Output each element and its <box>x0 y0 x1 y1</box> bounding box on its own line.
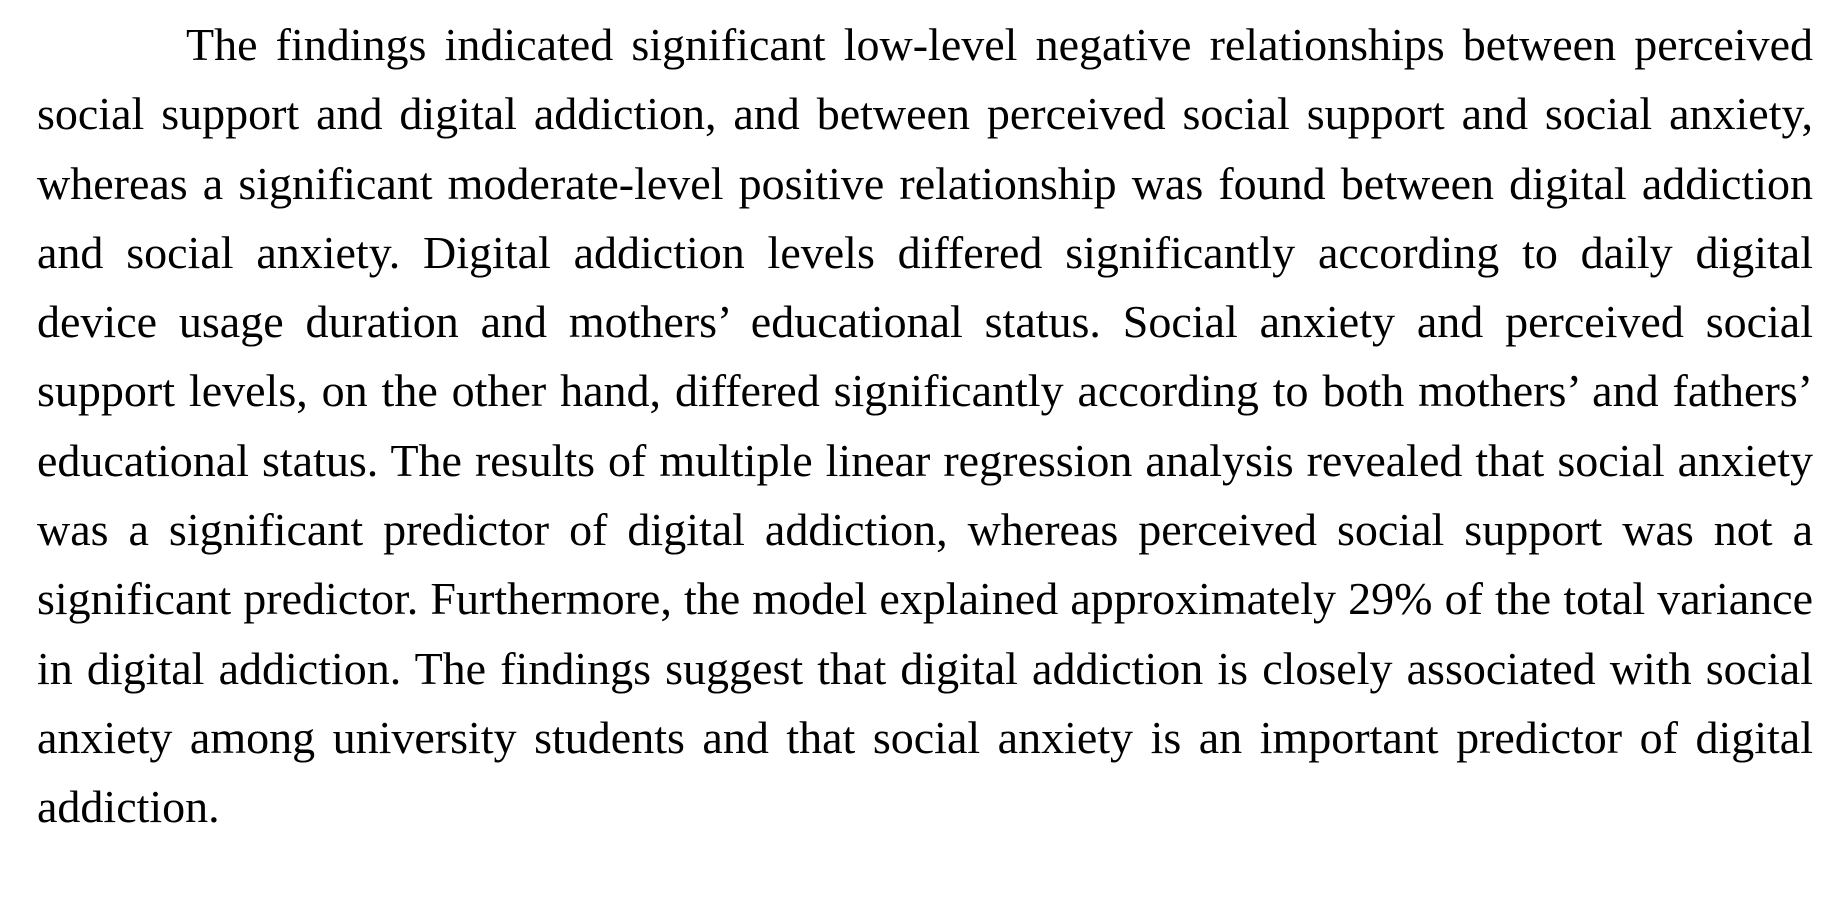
body-paragraph: The findings indicated significant low-level negative relationships between perceived social support and digital addiction, and between perceived social support and social anxiety, whereas a significant moderate-level positive relationship was found between digital addiction and social anxiety. Digital addiction levels differed significantly according to daily digital device usage duration and mothers’ educational status. Social anxiety and perceived social support levels, on the other hand, differed significantly according to both mothers’ and fathers’ educational status. The results of multiple linear regression analysis revealed that social anxiety was a significant predictor of digital addiction, whereas perceived social support was not a significant predictor. Furthermore, the model explained approximately 29% of the total variance in digital addiction. The findings suggest that digital addiction is closely associated with social anxiety among university students and that social anxiety is an important predictor of digital addiction. <box>37 19 1813 833</box>
document-page <box>37 10 1813 905</box>
